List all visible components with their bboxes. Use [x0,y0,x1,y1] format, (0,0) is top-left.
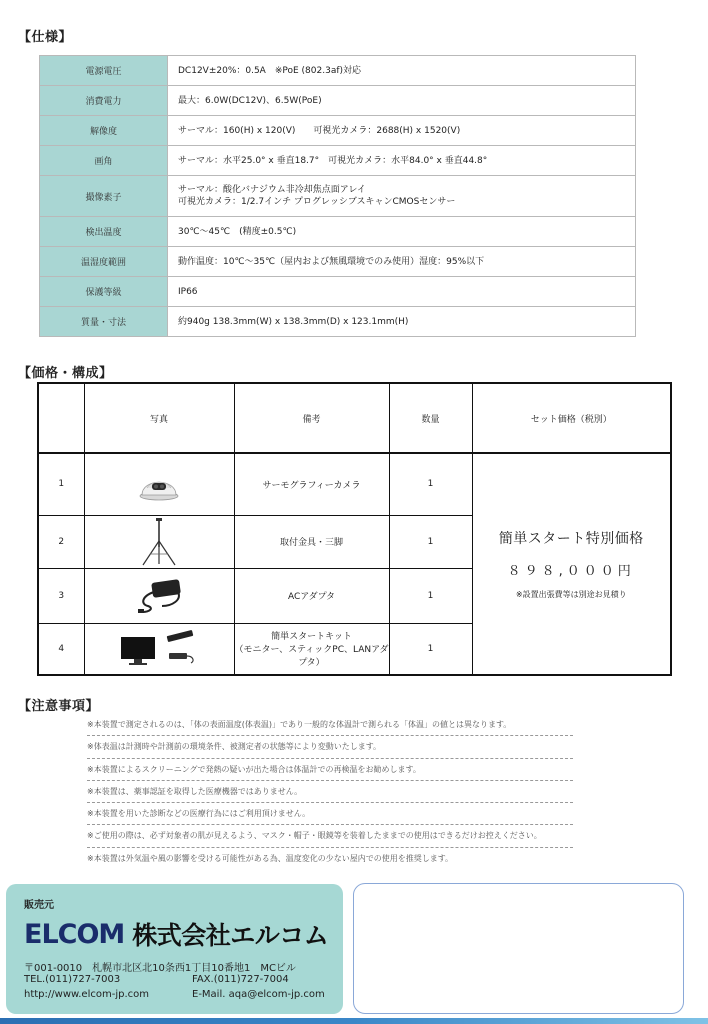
item-note: 取付金具・三脚 [234,515,389,568]
spec-value: 約940g 138.3mm(W) x 138.3mm(D) x 123.1mm(H) [168,307,636,337]
set-price-note: ※設置出張費等は別途お見積り [515,590,627,599]
company-logo [24,918,328,950]
item-qty: 1 [389,515,472,568]
spec-row [40,86,636,116]
spec-value: DC12V±20%：0.5A ※PoE (802.3af)対応 [168,56,636,86]
note-item: ※本装置は外気温や風の影響を受ける可能性がある為、温度変化の少ない屋内での使用を推奨します。 [87,853,454,863]
item-no: 4 [38,623,84,675]
spec-value [168,176,636,217]
vendor-email[interactable]: E-Mail. aqa@elcom-jp.com [192,989,325,1000]
price-section-title: 【価格・構成】 [18,366,113,381]
spec-row [40,217,636,247]
item-photo [84,568,234,623]
set-price-value: ８９８,０００円 [507,564,635,579]
company-name: 株式会社エルコム [132,921,329,950]
vendor-web-line [24,989,325,1000]
item-note [234,623,389,675]
spec-value: サーマル：160(H) x 120(V) 可視光カメラ：2688(H) x 1520(V) [168,116,636,146]
item-qty: 1 [389,623,472,675]
item-no: 1 [38,453,84,515]
spec-value: 30℃～45℃ (精度±0.5℃) [168,217,636,247]
item-photo [84,515,234,568]
note-item: ※本装置によるスクリーニングで発熱の疑いが出た場合は体温計での再検温をお勧めします。 [87,759,573,781]
item-note: サーモグラフィーカメラ [234,453,389,515]
vendor-box [6,884,343,1014]
spec-label: 撮像素子 [40,176,168,217]
note-item: ※本装置は、薬事認証を取得した医療機器ではありません。 [87,781,573,803]
spec-label: 保護等級 [40,277,168,307]
item-no: 2 [38,515,84,568]
spec-row [40,247,636,277]
vendor-url[interactable]: http://www.elcom-jp.com [24,989,149,1000]
vendor-phone-line [24,974,289,985]
note-item: ※体表温は計測時や計測前の環境条件、被測定者の状態等により変動いたします。 [87,736,573,758]
item-qty: 1 [389,568,472,623]
tripod-icon [139,517,179,567]
vendor-label: 販売元 [24,900,54,911]
item-row [38,453,671,515]
spec-row [40,56,636,86]
thermal-camera-icon [137,466,181,502]
memo-box [353,883,684,1014]
price-header-row [38,383,671,453]
set-price-title: 簡単スタート特別価格 [498,531,644,547]
header-qty: 数量 [389,383,472,453]
item-note-line: 簡単スタートキット [271,632,352,643]
logo-mark: ELCOM [24,918,125,950]
bottom-bar [0,1018,708,1024]
spec-value: IP66 [168,277,636,307]
note-item: ※ご使用の際は、必ず対象者の肌が見えるよう、マスク・帽子・眼鏡等を装着したままでの使用はできるだけお控えください。 [87,825,573,847]
spec-label: 温湿度範囲 [40,247,168,277]
spec-value: 最大：6.0W(DC12V)、6.5W(PoE) [168,86,636,116]
header-note: 備考 [234,383,389,453]
note-item: ※本装置を用いた診断などの医療行為にはご利用頂けません。 [87,803,573,825]
spec-label: 質量・寸法 [40,307,168,337]
spec-label: 画角 [40,146,168,176]
notes-section-title: 【注意事項】 [18,699,100,714]
vendor-address: 〒001-0010 札幌市北区北10条西1丁目10番地1 MCビル [24,963,296,974]
item-note: ACアダプタ [234,568,389,623]
vendor-fax: FAX.(011)727-7004 [192,974,289,985]
note-item: ※本装置で測定されるのは、「体の表面温度(体表温)」であり一般的な体温計で測られる「体温」の値とは異なります。 [87,714,573,736]
starter-kit-icon [119,629,199,669]
spec-row [40,176,636,217]
spec-row [40,116,636,146]
ac-adapter-icon [132,576,186,616]
spec-label: 解像度 [40,116,168,146]
price-table [37,382,672,676]
spec-value: 動作温度：10℃～35℃（屋内および無風環境でのみ使用）湿度：95%以下 [168,247,636,277]
spec-row [40,146,636,176]
set-price-cell [472,453,671,675]
spec-value-line: サーマル：酸化バナジウム非冷却焦点面アレイ [178,185,366,195]
spec-value-line: 可視光カメラ：1/2.7インチ プログレッシブスキャンCMOSセンサー [178,197,456,207]
spec-row [40,307,636,337]
header-photo: 写真 [84,383,234,453]
spec-label: 検出温度 [40,217,168,247]
item-note-line: （モニター、スティックPC、LANアダプタ） [234,645,389,669]
item-photo [84,623,234,675]
spec-label: 電源電圧 [40,56,168,86]
item-photo [84,453,234,515]
notes-list [87,714,573,870]
spec-row [40,277,636,307]
header-no [38,383,84,453]
item-qty: 1 [389,453,472,515]
spec-label: 消費電力 [40,86,168,116]
spec-value: サーマル：水平25.0° x 垂直18.7° 可視光カメラ：水平84.0° x 垂直44.8° [168,146,636,176]
vendor-tel: TEL.(011)727-7003 [24,974,121,985]
header-set-price: セット価格（税別） [472,383,671,453]
spec-section-title: 【仕様】 [18,30,73,45]
item-no: 3 [38,568,84,623]
spec-table [39,55,636,337]
